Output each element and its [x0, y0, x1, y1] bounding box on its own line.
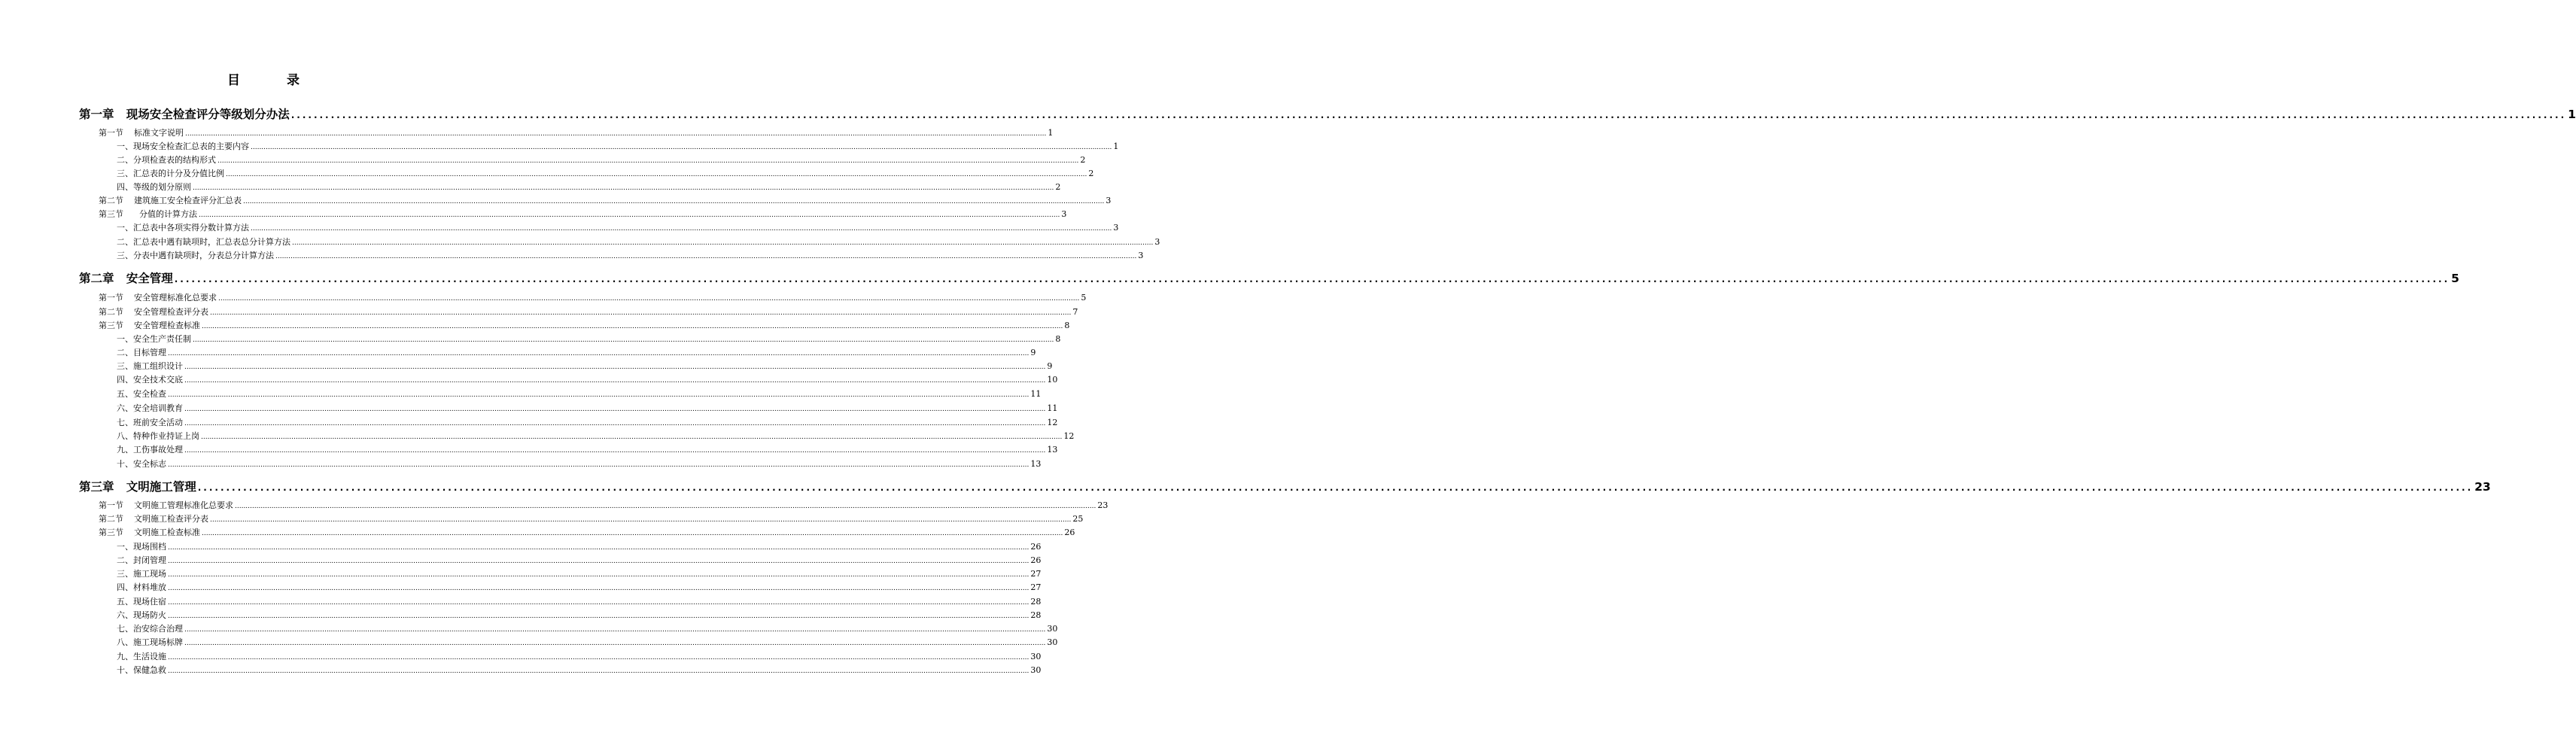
toc-entry-label: 八、施工现场标牌 [117, 637, 183, 647]
dot-leader: ................................................................................................................................................................................................................................................................................................................................................................................................................ [184, 640, 1046, 647]
toc-entry-label: 二、目标管理 [117, 348, 166, 357]
toc-item[interactable] [117, 595, 1042, 607]
dot-leader: ................................................................................................................................................................................................................................................................................................................................................................................................................ [243, 198, 1105, 205]
toc-entry-label: 第三节 文明施工检查标准 [99, 528, 200, 537]
toc-item[interactable] [117, 236, 1160, 248]
toc-entry-page: 1 [2568, 108, 2576, 121]
toc-entry-page: 13 [1030, 459, 1042, 469]
dot-leader: ................................................................................................................................................................................................................................................................................................................................................................................................................ [168, 350, 1029, 357]
dot-leader: ................................................................................................................................................................................................................................................................................................................................................................................................................ [251, 144, 1112, 151]
toc-entry-label: 第三节 分值的计算方法 [99, 209, 197, 219]
toc-section[interactable] [99, 306, 1078, 318]
toc-item[interactable] [117, 458, 1042, 470]
toc-entry-page: 2 [1088, 169, 1094, 178]
toc-entry-page: 13 [1047, 445, 1058, 455]
dot-leader: ................................................................................................................................................................................................................................................................................................................................................................................................................ [174, 274, 2450, 284]
dot-leader: ................................................................................................................................................................................................................................................................................................................................................................................................................ [251, 225, 1112, 233]
toc-entry-page: 9 [1030, 348, 1036, 357]
toc-entry-page: 26 [1064, 528, 1075, 537]
toc-item[interactable] [117, 650, 1042, 662]
toc-entry-page: 23 [2474, 480, 2491, 494]
toc-section[interactable] [99, 194, 1112, 206]
toc-entry-page: 28 [1030, 610, 1042, 620]
toc-entry-page: 26 [1030, 542, 1042, 552]
toc-item[interactable] [117, 360, 1053, 372]
toc-entry-label: 九、工伤事故处理 [117, 445, 183, 455]
toc-entry-page: 12 [1047, 418, 1058, 427]
toc-item[interactable] [117, 333, 1061, 345]
dot-leader: ................................................................................................................................................................................................................................................................................................................................................................................................................ [193, 336, 1054, 344]
dot-leader: ................................................................................................................................................................................................................................................................................................................................................................................................................ [292, 239, 1154, 247]
dot-leader: ................................................................................................................................................................................................................................................................................................................................................................................................................ [218, 295, 1080, 303]
dot-leader: ................................................................................................................................................................................................................................................................................................................................................................................................................ [184, 447, 1046, 455]
toc-entry-label: 三、施工组织设计 [117, 361, 183, 371]
toc-entry-page: 30 [1030, 652, 1042, 661]
toc-section[interactable] [99, 512, 1084, 525]
toc-entry-label: 四、安全技术交底 [117, 375, 183, 385]
toc-entry-label: 二、汇总表中遇有缺项时，汇总表总分计算方法 [117, 237, 290, 247]
dot-leader: ................................................................................................................................................................................................................................................................................................................................................................................................................ [202, 530, 1063, 537]
toc-entry-label: 三、施工现场 [117, 569, 166, 579]
toc-item[interactable] [117, 388, 1042, 400]
toc-item[interactable] [117, 140, 1119, 152]
toc-entry-page: 8 [1064, 321, 1070, 330]
toc-entry-page: 3 [1061, 209, 1067, 219]
dot-leader: ................................................................................................................................................................................................................................................................................................................................................................................................................ [168, 667, 1029, 675]
toc-entry-label: 二、分项检查表的结构形式 [117, 155, 216, 165]
toc-item[interactable] [117, 181, 1061, 193]
toc-entry-label: 一、现场安全检查汇总表的主要内容 [117, 141, 249, 151]
toc-entry-page: 5 [1081, 293, 1087, 303]
toc-entry-label: 二、封闭管理 [117, 555, 166, 565]
toc-entry-page: 26 [1030, 555, 1042, 565]
dot-leader: ................................................................................................................................................................................................................................................................................................................................................................................................................ [168, 558, 1029, 565]
toc-entry-page: 3 [1106, 196, 1112, 205]
toc-item[interactable] [117, 567, 1042, 579]
dot-leader: ................................................................................................................................................................................................................................................................................................................................................................................................................ [201, 433, 1063, 441]
dot-leader: ................................................................................................................................................................................................................................................................................................................................................................................................................ [193, 184, 1054, 192]
toc-entry-page: 23 [1097, 500, 1109, 510]
toc-entry-page: 2 [1055, 182, 1061, 192]
toc-entry-page: 8 [1055, 334, 1061, 344]
toc-entry-page: 25 [1072, 514, 1084, 524]
toc-title-left: 目 [227, 73, 240, 88]
toc-entry-page: 11 [1030, 389, 1042, 399]
toc-entry-label: 一、安全生产责任制 [117, 334, 191, 344]
dot-leader: ................................................................................................................................................................................................................................................................................................................................................................................................................ [168, 613, 1029, 620]
dot-leader: ................................................................................................................................................................................................................................................................................................................................................................................................................ [184, 377, 1046, 385]
toc-item[interactable] [117, 581, 1042, 593]
toc-item[interactable] [117, 609, 1042, 621]
toc-entry-label: 三、汇总表的计分及分值比例 [117, 169, 224, 178]
toc-entry-page: 3 [1113, 223, 1119, 233]
toc-entry-page: 9 [1047, 361, 1053, 371]
toc-entry-label: 一、汇总表中各项实得分数计算方法 [117, 223, 249, 233]
toc-entry-label: 八、特种作业持证上岗 [117, 431, 199, 441]
dot-leader: ................................................................................................................................................................................................................................................................................................................................................................................................................ [168, 571, 1029, 579]
toc-entry-label: 第二节 建筑施工安全检查评分汇总表 [99, 196, 242, 205]
toc-entry-page: 11 [1047, 403, 1058, 413]
toc-chapter[interactable] [79, 269, 2459, 286]
toc-section[interactable] [99, 126, 1054, 138]
toc-chapter[interactable] [79, 478, 2491, 494]
dot-leader: ................................................................................................................................................................................................................................................................................................................................................................................................................ [275, 253, 1137, 260]
dot-leader: ................................................................................................................................................................................................................................................................................................................................................................................................................ [198, 211, 1060, 219]
dot-leader: ................................................................................................................................................................................................................................................................................................................................................................................................................ [184, 420, 1046, 427]
dot-leader: ................................................................................................................................................................................................................................................................................................................................................................................................................ [168, 391, 1029, 399]
toc-entry-label: 第三节 安全管理检查标准 [99, 321, 200, 330]
dot-leader: ................................................................................................................................................................................................................................................................................................................................................................................................................ [210, 516, 1072, 524]
dot-leader: ................................................................................................................................................................................................................................................................................................................................................................................................................ [168, 654, 1029, 661]
dot-leader: ................................................................................................................................................................................................................................................................................................................................................................................................................ [226, 171, 1087, 178]
toc-entry-page: 30 [1047, 637, 1058, 647]
toc-entry-page: 3 [1138, 251, 1144, 260]
toc-item[interactable] [117, 443, 1058, 455]
dot-leader: ................................................................................................................................................................................................................................................................................................................................................................................................................ [217, 157, 1079, 165]
toc-entry-label: 一、现场围档 [117, 542, 166, 552]
toc-entry-page: 30 [1047, 624, 1058, 634]
toc-item[interactable] [117, 402, 1058, 414]
dot-leader: ................................................................................................................................................................................................................................................................................................................................................................................................................ [168, 585, 1029, 592]
toc-item[interactable] [117, 154, 1086, 166]
toc-entry-page: 1 [1048, 128, 1054, 138]
toc-item[interactable] [117, 221, 1119, 233]
toc-entry-label: 五、安全检查 [117, 389, 166, 399]
toc-item[interactable] [117, 430, 1075, 442]
dot-leader: ................................................................................................................................................................................................................................................................................................................................................................................................................ [290, 110, 2567, 120]
toc-item[interactable] [117, 416, 1058, 428]
dot-leader: ................................................................................................................................................................................................................................................................................................................................................................................................................ [184, 363, 1046, 371]
dot-leader: ................................................................................................................................................................................................................................................................................................................................................................................................................ [197, 482, 2474, 493]
toc-chapter[interactable] [79, 105, 2576, 122]
toc-entry-page: 3 [1154, 237, 1160, 247]
toc-entry-label: 九、生活设施 [117, 652, 166, 661]
dot-leader: ................................................................................................................................................................................................................................................................................................................................................................................................................ [168, 544, 1029, 552]
toc-entry-label: 七、治安综合治理 [117, 624, 183, 634]
toc-entry-page: 2 [1080, 155, 1086, 165]
toc-title-right: 录 [287, 73, 300, 88]
toc-entry-label: 第一节 标准文字说明 [99, 128, 184, 138]
toc-entry-label: 第三章 文明施工管理 [79, 480, 196, 494]
dot-leader: ................................................................................................................................................................................................................................................................................................................................................................................................................ [210, 309, 1072, 317]
toc-entry-page: 27 [1030, 582, 1042, 592]
toc-entry-label: 第二节 安全管理检查评分表 [99, 307, 208, 317]
toc-entry-label: 第一章 现场安全检查评分等级划分办法 [79, 108, 290, 121]
toc-item[interactable] [117, 249, 1144, 261]
toc-entry-page: 12 [1063, 431, 1075, 441]
toc-entry-label: 第一节 安全管理标准化总要求 [99, 293, 217, 303]
toc-item[interactable] [117, 554, 1042, 566]
toc-item[interactable] [117, 167, 1094, 179]
toc-entry-label: 四、材料堆放 [117, 582, 166, 592]
toc-item[interactable] [117, 636, 1058, 648]
toc-entry-page: 28 [1030, 597, 1042, 607]
toc-entry-label: 五、现场住宿 [117, 597, 166, 607]
toc-entry-label: 三、分表中遇有缺项时，分表总分计算方法 [117, 251, 274, 260]
toc-section[interactable] [99, 499, 1109, 511]
toc-title [0, 69, 527, 88]
dot-leader: ................................................................................................................................................................................................................................................................................................................................................................................................................ [235, 503, 1096, 510]
toc-entry-label: 十、保健急救 [117, 665, 166, 675]
toc-entry-page: 27 [1030, 569, 1042, 579]
toc-section[interactable] [99, 526, 1075, 538]
toc-entry-page: 7 [1072, 307, 1078, 317]
toc-section[interactable] [99, 208, 1067, 220]
dot-leader: ................................................................................................................................................................................................................................................................................................................................................................................................................ [184, 626, 1046, 634]
dot-leader: ................................................................................................................................................................................................................................................................................................................................................................................................................ [185, 130, 1047, 138]
toc-entry-label: 第一节 文明施工管理标准化总要求 [99, 500, 233, 510]
toc-item[interactable] [117, 540, 1042, 552]
dot-leader: ................................................................................................................................................................................................................................................................................................................................................................................................................ [168, 461, 1029, 469]
dot-leader: ................................................................................................................................................................................................................................................................................................................................................................................................................ [168, 599, 1029, 607]
toc-item[interactable] [117, 373, 1058, 385]
dot-leader: ................................................................................................................................................................................................................................................................................................................................................................................................................ [184, 406, 1046, 413]
toc-entry-page: 30 [1030, 665, 1042, 675]
toc-entry-page: 5 [2451, 272, 2459, 285]
toc-entry-label: 十、安全标志 [117, 459, 166, 469]
toc-entry-label: 六、安全培训教育 [117, 403, 183, 413]
toc-item[interactable] [117, 622, 1058, 634]
toc-entry-label: 七、班前安全活动 [117, 418, 183, 427]
toc-item[interactable] [117, 664, 1042, 676]
dot-leader: ................................................................................................................................................................................................................................................................................................................................................................................................................ [202, 323, 1063, 330]
toc-section[interactable] [99, 319, 1070, 331]
toc-entry-label: 六、现场防火 [117, 610, 166, 620]
toc-entry-page: 10 [1047, 375, 1058, 385]
toc-entry-page: 1 [1113, 141, 1119, 151]
toc-item[interactable] [117, 346, 1036, 358]
toc-entry-label: 第二节 文明施工检查评分表 [99, 514, 208, 524]
toc-section[interactable] [99, 291, 1087, 303]
toc-entry-label: 四、等级的划分原则 [117, 182, 191, 192]
toc-entry-label: 第二章 安全管理 [79, 272, 173, 285]
